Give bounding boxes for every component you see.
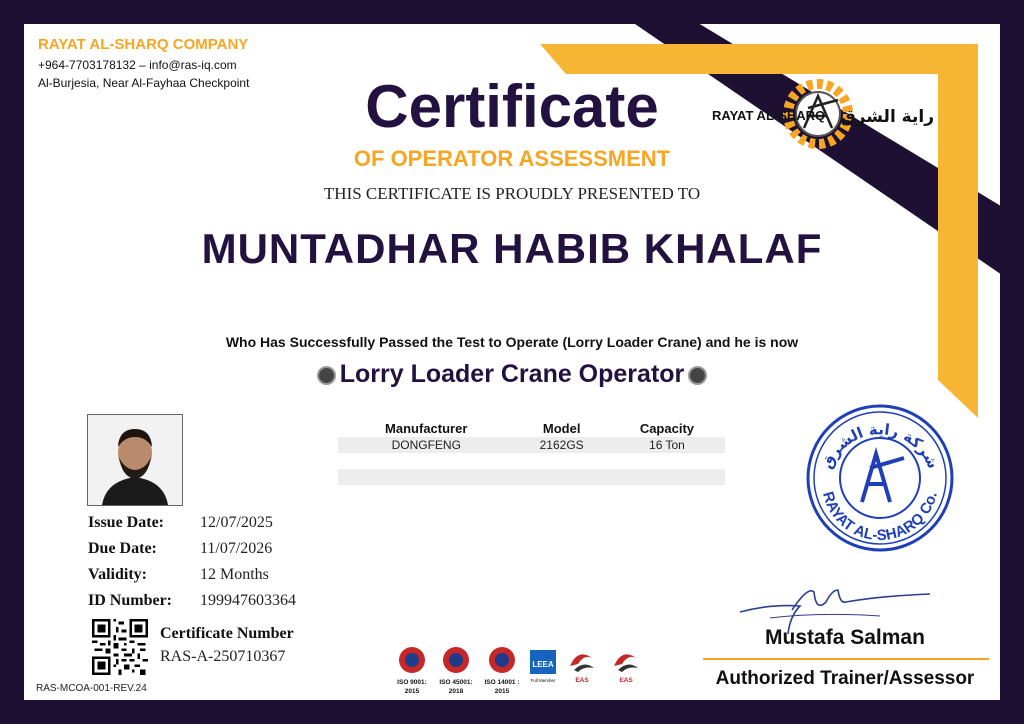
equipment-table bbox=[338, 420, 725, 485]
logo-text-ar: راية الشرق bbox=[840, 107, 934, 127]
header-manufacturer: Manufacturer bbox=[385, 421, 468, 436]
empty-table-row bbox=[338, 469, 725, 485]
issue-date-value: 12/07/2025 bbox=[200, 514, 273, 531]
issue-date-label: Issue Date: bbox=[88, 514, 164, 531]
iso-14001-year: 2015 bbox=[494, 688, 510, 695]
iso-14001-label: ISO 14001 : bbox=[484, 679, 520, 686]
capacity-cell: 16 Ton bbox=[609, 437, 725, 453]
holder-photo bbox=[87, 414, 183, 506]
header-capacity: Capacity bbox=[639, 421, 695, 436]
eas-badge-1 bbox=[570, 654, 594, 684]
table-row bbox=[338, 437, 725, 453]
stamp-derrick-icon bbox=[862, 454, 904, 502]
validity-label: Validity: bbox=[88, 566, 147, 583]
stamp-text-ar: شركة راية الشرق bbox=[817, 420, 943, 472]
iso-9001-badge bbox=[397, 647, 427, 695]
validity-value: 12 Months bbox=[200, 566, 269, 583]
operator-role bbox=[0, 360, 1024, 389]
iso-9001-year: 2015 bbox=[404, 688, 420, 695]
certificate-subtitle: OF OPERATOR ASSESSMENT bbox=[353, 146, 671, 171]
company-stamp bbox=[800, 402, 960, 554]
certificate-number-value: RAS-A-250710367 bbox=[160, 648, 286, 665]
model-cell: 2162GS bbox=[514, 437, 608, 453]
company-contact: +964-7703178132 – info@ras-iq.com bbox=[38, 58, 237, 72]
id-number-label: ID Number: bbox=[88, 592, 172, 609]
signature-line bbox=[703, 658, 989, 660]
eas-badge-2 bbox=[614, 654, 638, 684]
iso-45001-badge bbox=[439, 647, 472, 695]
qr-code-icon[interactable] bbox=[92, 619, 148, 675]
company-name: RAYAT AL-SHARQ COMPANY bbox=[38, 36, 249, 53]
due-date-label: Due Date: bbox=[88, 540, 157, 557]
leea-badge bbox=[530, 650, 556, 683]
revision-code: RAS-MCOA-001-REV.24 bbox=[36, 683, 147, 694]
iso-14001-badge bbox=[484, 647, 519, 695]
iso-45001-label: ISO 45001: bbox=[439, 679, 473, 686]
company-address: Al-Burjesia, Near Al-Fayhaa Checkpoint bbox=[38, 76, 250, 90]
id-number-value: 199947603364 bbox=[200, 592, 296, 609]
leea-label: LEEA bbox=[532, 660, 554, 669]
certificate-number-label: Certificate Number bbox=[160, 625, 294, 642]
bullet-left-icon bbox=[317, 366, 336, 385]
eas-label-2: EAS bbox=[619, 677, 633, 684]
leea-member-text: Full Member bbox=[530, 678, 556, 683]
iso-9001-label: ISO 9001: bbox=[397, 679, 427, 686]
manufacturer-cell: DONGFENG bbox=[338, 437, 514, 453]
presented-to-text: THIS CERTIFICATE IS PROUDLY PRESENTED TO bbox=[323, 184, 701, 203]
header-model: Model bbox=[542, 421, 581, 436]
logo-text-en: RAYAT AL-SHARQ bbox=[712, 108, 826, 123]
bullet-right-icon bbox=[688, 366, 707, 385]
accreditation-badges bbox=[392, 644, 652, 696]
operator-role-text: Lorry Loader Crane Operator bbox=[339, 360, 685, 388]
recipient-name: MUNTADHAR HABIB KHALAF bbox=[201, 225, 823, 272]
eas-label-1: EAS bbox=[575, 677, 589, 684]
signatory-name: Mustafa Salman bbox=[765, 626, 925, 649]
stamp-text: RAYAT AL-SHARQ Co. bbox=[819, 489, 941, 545]
table-gap bbox=[338, 453, 725, 469]
due-date-value: 11/07/2026 bbox=[200, 540, 273, 557]
signatory-title: Authorized Trainer/Assessor bbox=[715, 668, 975, 689]
certificate-title: Certificate bbox=[365, 73, 659, 140]
iso-45001-year: 2018 bbox=[448, 688, 464, 695]
assessment-statement: Who Has Successfully Passed the Test to Operate (Lorry Loader Crane) and he is now bbox=[225, 334, 799, 350]
